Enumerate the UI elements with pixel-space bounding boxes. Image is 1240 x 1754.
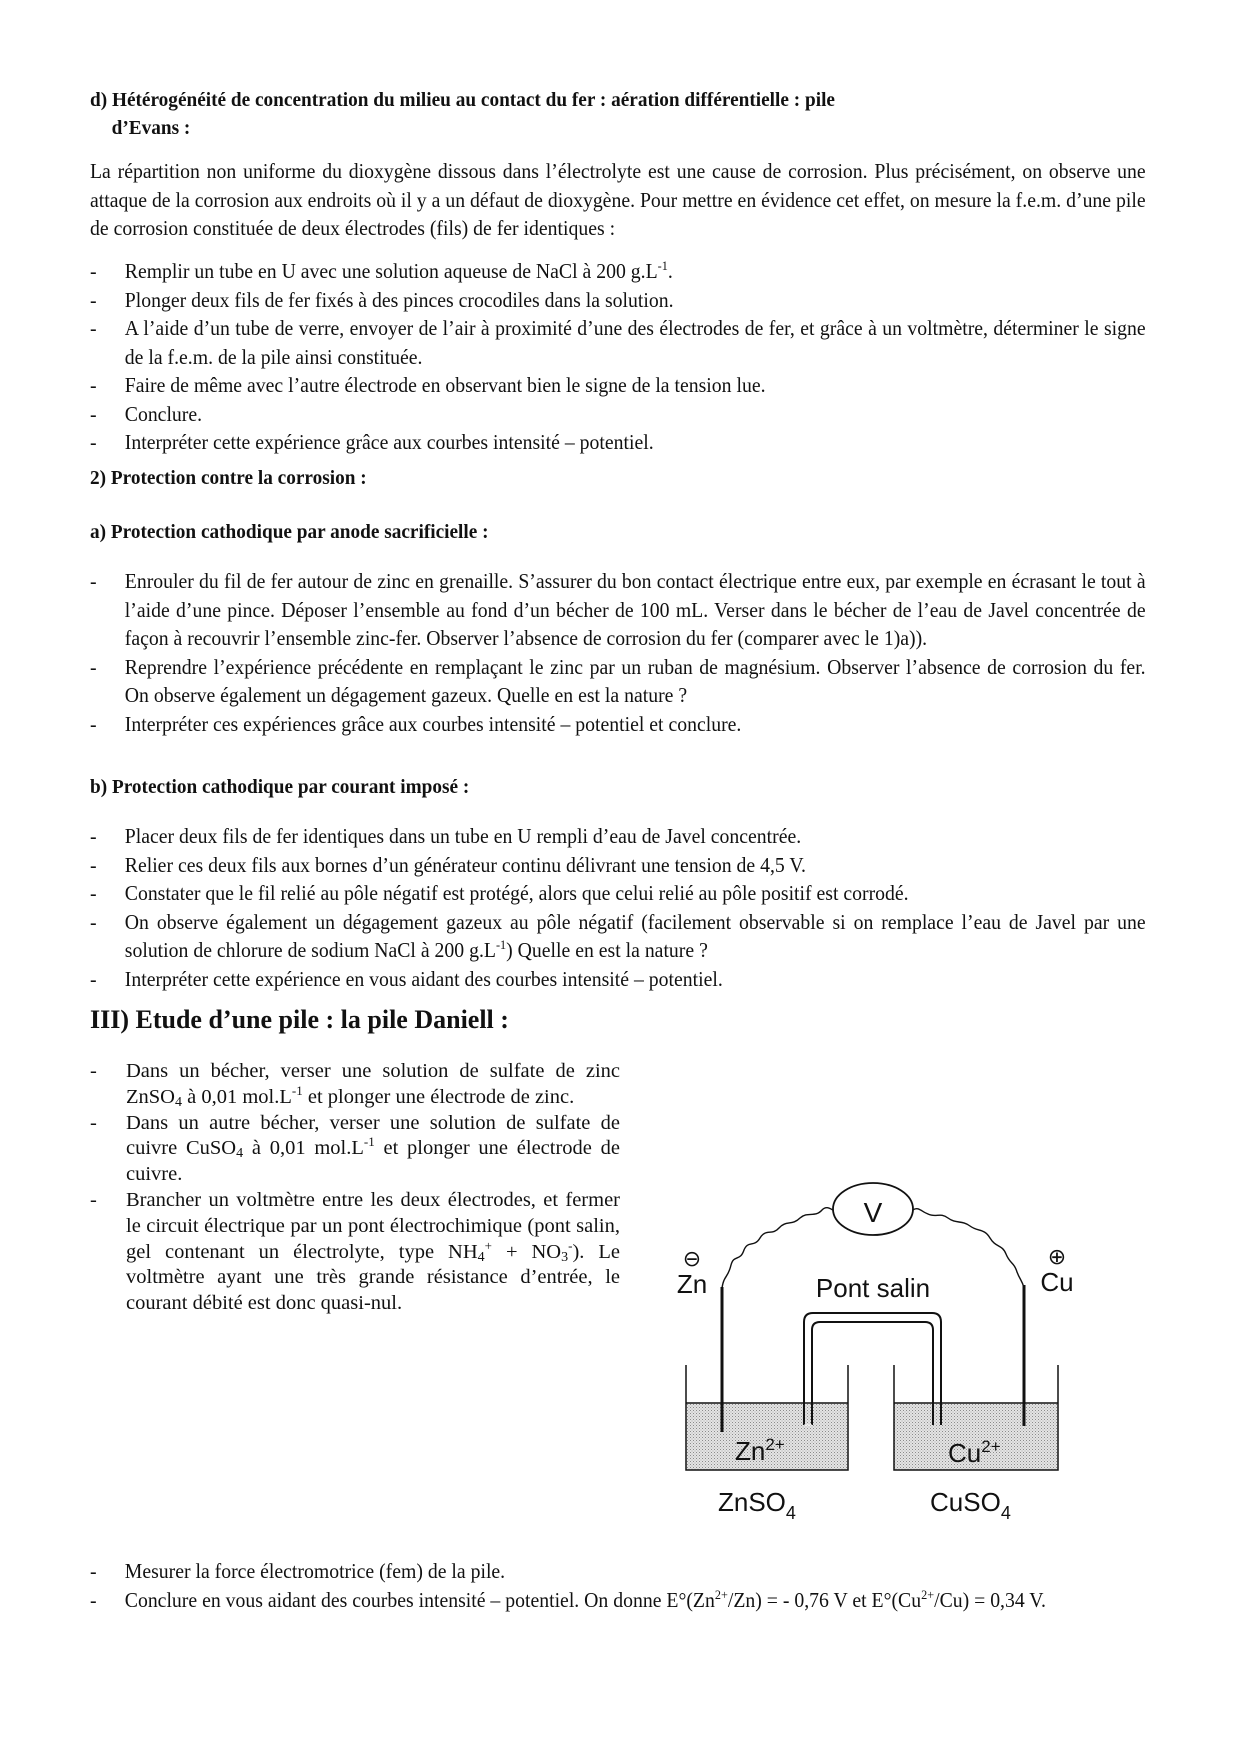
subscript: 4 <box>477 1249 485 1265</box>
item-text: Mesurer la force électromotrice (fem) de la pile. <box>124 1559 506 1583</box>
subscript: 4 <box>236 1146 244 1162</box>
superscript: 2+ <box>714 1586 728 1602</box>
section-d-heading <box>90 86 1240 142</box>
item-text: à 0,01 mol.L <box>243 1137 364 1160</box>
section-2a-title: a) Protection cathodique par anode sacrificielle : <box>90 521 489 543</box>
superscript: -1 <box>657 258 668 273</box>
item-text: . <box>667 259 673 283</box>
superscript: + <box>484 1237 492 1253</box>
item-text: à 0,01 mol.L <box>181 1085 292 1108</box>
subscript: 3 <box>561 1249 569 1265</box>
bullet-dash: - <box>90 1060 97 1082</box>
list-item <box>90 314 1146 371</box>
item-text: Reprendre l’expérience précédente en remplaçant le zinc par un ruban de magnésium. Observer l’absence de corrosion du fer. On observe également un dégagement gazeux. Quelle en est la nature ? <box>124 654 1146 707</box>
section-3-title: III) Etude d’une pile : la pile Daniell : <box>90 1005 509 1034</box>
list-item <box>90 567 1146 653</box>
item-text: /Zn) = - 0,76 V et E°(Cu <box>727 1587 922 1612</box>
list-item <box>90 710 1146 739</box>
section-2-title: 2) Protection contre la corrosion : <box>90 467 367 489</box>
voltmeter-label: V <box>863 1197 883 1228</box>
bullet-dash: - <box>90 1188 97 1211</box>
item-text: Dans un bécher, verser une solution de sulfate de zinc ZnSO <box>126 1060 620 1108</box>
item-text: + NO <box>491 1240 562 1263</box>
list-item <box>90 286 1146 315</box>
item-text: Faire de même avec l’autre électrode en observant bien le signe de la tension lue. <box>124 373 766 397</box>
list-item <box>90 1557 1146 1586</box>
list-item <box>90 908 1146 965</box>
section-d-title-line1: d) Hétérogénéité de concentration du milieu au contact du fer : aération différentielle : pile <box>90 89 835 111</box>
bullet-dash: - <box>90 373 97 397</box>
list-item <box>90 879 1146 908</box>
list-item <box>90 1059 620 1111</box>
bullet-dash: - <box>90 824 97 848</box>
item-text: et plonger une électrode de zinc. <box>302 1085 575 1108</box>
superscript: 2+ <box>921 1586 935 1602</box>
item-text: Dans un autre bécher, verser une solution de sulfate de cuivre CuSO <box>126 1111 620 1160</box>
item-text: Placer deux fils de fer identiques dans un tube en U rempli d’eau de Javel concentrée. <box>124 824 802 848</box>
list-item <box>90 257 1146 286</box>
bullet-dash: - <box>90 1559 97 1583</box>
superscript: -1 <box>363 1134 375 1150</box>
list-item <box>90 1111 620 1188</box>
item-text: Relier ces deux fils aux bornes d’un générateur continu délivrant une tension de 4,5 V. <box>124 852 807 877</box>
item-text: Interpréter cette expérience grâce aux courbes intensité – potentiel. <box>124 430 654 454</box>
subscript: 4 <box>174 1094 182 1110</box>
superscript: - <box>568 1237 573 1253</box>
section-d-title-line2: d’Evans : <box>111 117 191 139</box>
section-2b-steps <box>90 822 1213 993</box>
item-text: Conclure en vous aidant des courbes intensité – potentiel. On donne E°(Zn <box>124 1587 715 1612</box>
copper-ion-label: $Cu^{2+}$ <box>948 1437 1001 1468</box>
item-text: /Cu) = 0,34 V. <box>934 1587 1046 1612</box>
copper-label: Cu <box>1040 1267 1074 1297</box>
bullet-dash: - <box>90 287 97 312</box>
item-text: ). Le voltmètre ayant une très grande résistance d’entrée, le courant débité est donc quasi-nul. <box>126 1240 621 1315</box>
list-item <box>90 965 1146 994</box>
list-item <box>90 428 1146 457</box>
item-text: Remplir un tube en U avec une solution aqueuse de NaCl à 200 g.L <box>124 259 658 283</box>
item-text: Constater que le fil relié au pôle négatif est protégé, alors que celui relié au pôle positif est corrodé. <box>124 881 909 905</box>
zinc-label: Zn <box>676 1269 708 1299</box>
item-text: Interpréter ces expériences grâce aux courbes intensité – potentiel et conclure. <box>124 711 742 736</box>
section-d-intro: La répartition non uniforme du dioxygène dissous dans l’électrolyte est une cause de corrosion. Plus précisément, on observe une attaque de la corrosion aux endroits où il y a un défaut de dioxygène. Pour mettre en évidence cet effet, on mesure la f.e.m. d’une pile de corrosion constituée de deux électrodes (fils) de fer identiques : <box>90 159 1146 240</box>
list-item <box>90 851 1146 880</box>
section-2a-steps <box>90 567 1213 738</box>
bullet-dash: - <box>90 881 97 905</box>
zinc-sulfate-label: ZnSO$_4$ <box>718 1487 796 1523</box>
item-text: Conclure. <box>124 401 203 426</box>
salt-bridge-label: Pont salin <box>815 1273 931 1303</box>
section-3-steps <box>90 1059 621 1317</box>
item-text: et plonger une électrode de cuivre. <box>126 1137 620 1186</box>
item-text: Brancher un voltmètre entre les deux électrodes, et fermer le circuit électrique par un pont électrochimique (pont salin, gel contenant un électrolyte, type NH <box>126 1188 620 1263</box>
item-text: Plonger deux fils de fer fixés à des pinces crocodiles dans la solution. <box>124 287 674 312</box>
section-3-final-steps <box>90 1557 1213 1614</box>
item-text: Enrouler du fil de fer autour de zinc en grenaille. S’assurer du bon contact électrique entre eux, par exemple en écrasant le tout à l’aide d’une pince. Déposer l’ensemble au fond d’un bécher de 100 mL. Verser dans le bécher de l’eau de Javel concentrée de façon à recouvrir l’ensemble zinc-fer. Observer l’absence de corrosion du fer (comparer avec le 1)a)). <box>124 569 1146 650</box>
bullet-dash: - <box>90 852 97 877</box>
bullet-dash: - <box>90 1111 97 1134</box>
list-item <box>90 1188 620 1317</box>
superscript: -1 <box>291 1082 303 1098</box>
positive-pole-icon: ⊕ <box>1047 1244 1067 1269</box>
daniell-cell-diagram <box>630 1160 1100 1540</box>
section-d-steps <box>90 257 1213 457</box>
item-text: A l’aide d’un tube de verre, envoyer de l’air à proximité d’une des électrodes de fer, et grâce à un voltmètre, déterminer le signe de la f.e.m. de la pile ainsi constituée. <box>124 316 1146 369</box>
item-text: Interpréter cette expérience en vous aidant des courbes intensité – potentiel. <box>124 966 723 991</box>
list-item <box>90 1586 1146 1615</box>
list-item <box>90 822 1146 851</box>
bullet-dash: - <box>90 569 97 593</box>
list-item <box>90 371 1146 400</box>
copper-sulfate-label: CuSO$_4$ <box>930 1487 1011 1523</box>
item-text: ) Quelle en est la nature ? <box>506 938 708 962</box>
negative-pole-icon: ⊖ <box>682 1246 702 1271</box>
section-2b-title: b) Protection cathodique par courant imposé : <box>90 776 470 798</box>
list-item <box>90 400 1146 429</box>
zinc-ion-label: $Zn^{2+}$ <box>735 1435 785 1466</box>
bullet-dash: - <box>90 654 97 679</box>
bullet-dash: - <box>90 1587 97 1612</box>
bullet-dash: - <box>90 430 97 454</box>
bullet-dash: - <box>90 909 97 934</box>
list-item <box>90 653 1146 710</box>
bullet-dash: - <box>90 966 97 991</box>
bullet-dash: - <box>90 316 97 340</box>
bullet-dash: - <box>90 401 97 426</box>
bullet-dash: - <box>90 259 97 283</box>
item-text: On observe également un dégagement gazeux au pôle négatif (facilement observable si on remplace l’eau de Javel par une solution de chlorure de sodium NaCl à 200 g.L <box>124 909 1146 962</box>
superscript: -1 <box>495 937 507 952</box>
bullet-dash: - <box>90 711 97 736</box>
